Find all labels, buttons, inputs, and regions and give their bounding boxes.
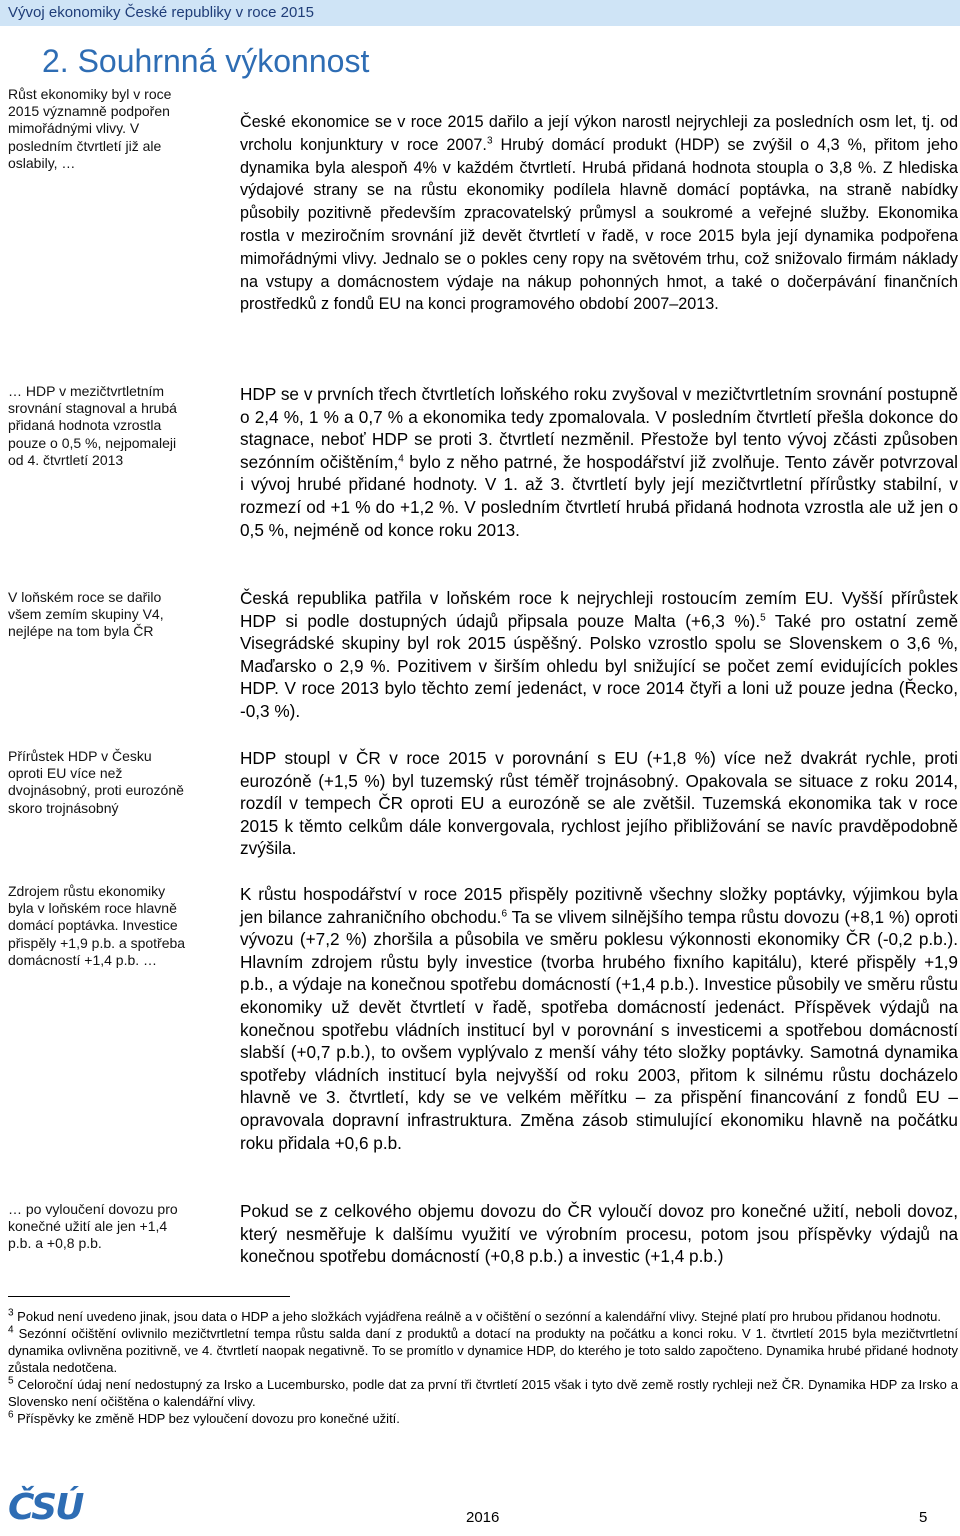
margin-note: Zdrojem růstu ekonomiky byla v loňském roce hlavně domácí poptávka. Investice přispěly +1,9 p.b. a spotřeba domácností +1,4 p.b. … [8, 883, 186, 968]
paragraph [240, 1200, 958, 1268]
footnote-text: Sezónní očištění ovlivnilo mezičtvrtletní tempa růstu salda daní z produktů a dotací na produkty na počátku a konci roku. V 1. čtvrtletí 2015 byla mezičtvrtletní dynamika ovlivněna pozitivně, ve 4. čtvrtletí naopak negativně. To se promítlo v dynamice HDP, do kterého je toto saldo započteno. Dynamika hrubé přidané hodnoty zůstala nedotčena. [8, 1326, 958, 1375]
footnotes [8, 1308, 958, 1427]
paragraph-text: Také pro ostatní země Visegrádské skupiny byl rok 2015 úspěšný. Polsko vzrostlo spolu se Slovenskem o 3,6 %, Maďarsko o 2,9 %. Pozitivem v širším ohledu byl snižující se počet zemí evidujících pokles HDP. V roce 2013 bylo těchto zemí jedenáct, v roce 2014 čtyři a loni už pouze jedna (Řecko, -0,3 %). [240, 610, 959, 721]
footnote-number: 4 [8, 1324, 14, 1336]
footnote [8, 1410, 958, 1427]
running-header [0, 0, 960, 26]
margin-note: … po vyloučení dovozu pro konečné užití ale jen +1,4 p.b. a +0,8 p.b. [8, 1201, 178, 1252]
paragraph-text: Česká republika patřila v loňském roce k nejrychleji rostoucím zemím EU. Vyšší přírůstek HDP si podle dostupných údajů připsala pouze Malta (+6,3 %). [240, 588, 958, 631]
footnote-ref: 6 [501, 907, 507, 919]
footnote-number: 6 [8, 1409, 14, 1421]
paragraph-text: České ekonomice se v roce 2015 dařilo a její výkon narostl nejrychleji za posledních osm let, tj. od vrcholu konjunktury v roce 2007. [240, 113, 958, 154]
footer-year: 2016 [466, 1509, 500, 1526]
paragraph-text: HDP se v prvních třech čtvrtletích loňského roku zvyšoval v mezičtvrtletním srovnání postupně o 2,4 %, 1 % a 0,7 % a ekonomika tedy zpomalovala. V posledním čtvrtletí přešla dokonce do stagnace, neboť HDP se proti 3. čtvrtletí nezměnil. Přestože byl tento vývoj zčásti způsoben sezónním očištěním, [240, 384, 958, 472]
footnote [8, 1325, 958, 1376]
logo-text: ČSÚ [8, 1487, 83, 1528]
footnote-number: 3 [8, 1307, 14, 1319]
header-title: Vývoj ekonomiky České republiky v roce 2015 [8, 4, 314, 21]
footnote-text: Pokud není uvedeno jinak, jsou data o HDP a jeho složkách vyjádřena reálně a v očištění o sezónní a kalendářní vlivy. Stejné platí pro hrubou přidanou hodnotu. [13, 1309, 942, 1324]
paragraph-text: Ta se vlivem silnějšího tempa růstu dovozu (+8,1 %) oproti vývozu (+7,2 %) zhoršila a působila ve směru poklesu výkonnosti ekonomiky ČR (-0,2 p.b.). Hlavním zdrojem růstu byly investice (tvorba hrubého fixního kapitálu), které přispěly +1,9 p.b., a výdaje na konečnou spotřebu domácností (+1,4 p.b.). Investice působily ve směru růstu ekonomiky už devět čtvrtletí v řadě, spotřeba domácností jedenáct. Příspěvek výdajů na konečnou spotřebu vládních institucí byl v porovnání s investicemi a spotřebou domácností slabší (+0,7 p.b.), to ovšem vyplývalo z menší váhy této složky poptávky. Samotná dynamika spotřeby vládních institucí byla nejvyšší od roku 2003, přitom k silnému růstu docházelo hlavně ve 3. čtvrtletí, kdy se ve velkém měřítku – za přispění financování z fondů EU – opravovala dopravní infrastruktura. Změna zásob stimulující ekonomiku hlavně na počátku roku přidala +0,6 p.b. [240, 906, 959, 1153]
paragraph [240, 111, 958, 316]
footnote-divider [8, 1296, 290, 1297]
paragraph-text: K růstu hospodářství v roce 2015 přispěly pozitivně všechny složky poptávky, výjimkou byla jen bilance zahraničního obchodu. [240, 884, 958, 927]
paragraph-text: Pokud se z celkového objemu dovozu do ČR vyloučí dovoz pro konečné užití, neboli dovoz, který nesměřuje k dalšímu využití ve výrobním procesu, potom jsou příspěvky výdajů na konečnou spotřebu domácností (+0,8 p.b.) a investic (+1,4 p.b.) [240, 1201, 958, 1267]
page-number: 5 [919, 1509, 928, 1526]
footnote-text: Příspěvky ke změně HDP bez vyloučení dovozu pro konečné užití. [13, 1411, 400, 1426]
footnote-ref: 4 [398, 453, 404, 465]
margin-note: … HDP v mezičtvrtletním srovnání stagnoval a hrubá přidaná hodnota vzrostla pouze o 0,5 %, nejpomaleji od 4. čtvrtletí 2013 [8, 383, 177, 468]
section-title: 2. Souhrnná výkonnost [42, 43, 370, 79]
margin-note: Růst ekonomiky byl v roce 2015 významně podpořen mimořádnými vlivy. V posledním čtvrtletí již ale oslabily, … [8, 86, 172, 171]
paragraph-text: bylo z něho patrné, že hospodářství již zvolňuje. Tento závěr potvrzoval i vývoj hrubé přidané hodnoty. V 1. až 3. čtvrtletí byly její mezičtvrtletní přírůstky stabilní, v rozmezí od +1 % do +1,2 %. V posledním čtvrtletí hrubá přidaná hodnota vzrostla ale už jen o 0,5 %, nejméně od konce roku 2013. [240, 451, 958, 540]
paragraph [240, 883, 958, 1154]
margin-note: Přírůstek HDP v Česku oproti EU více než dvojnásobný, proti eurozóně skoro trojnásobný [8, 748, 184, 816]
csu-logo [8, 1486, 88, 1530]
footnote [8, 1376, 958, 1410]
paragraph-text: Hrubý domácí produkt (HDP) se zvýšil o 4,3 %, přitom jeho dynamika byla alespoň 4% v každém čtvrtletí. Hrubá přidaná hodnota stoupla o 3,8 %. Z hlediska výdajové strany se na růstu ekonomiky podílela hlavně domácí poptávka, na straně nabídky působily pozitivně především zpracovatelský průmysl a soukromé a veřejné služby. Ekonomika rostla v meziročním srovnání již devět čtvrtletí v řadě, v roce 2015 byla její dynamika podpořena mimořádnými vlivy. Jednalo se o pokles ceny ropy na světovém trhu, což snižovalo firmám náklady na vstupy a domácnostem výdaje na nákup pohonných hmot, a také o dočerpávání finančních prostředků z fondů EU na konci programového období 2007–2013. [240, 135, 959, 314]
footnote-text: Celoroční údaj není nedostupný za Irsko a Lucembursko, podle dat za první tři čtvrtletí 2015 však i tyto dvě země rostly rychleji než ČR. Dynamika HDP za Irsko a Slovensko není očištěna o kalendářní vlivy. [8, 1377, 958, 1409]
paragraph [240, 747, 958, 860]
footnote [8, 1308, 958, 1325]
paragraph [240, 587, 958, 723]
footnote-ref: 5 [760, 611, 766, 623]
footnote-ref: 3 [486, 135, 493, 147]
margin-note: V loňském roce se dařilo všem zemím skupiny V4, nejlépe na tom byla ČR [8, 589, 164, 640]
paragraph-text: HDP stoupl v ČR v roce 2015 v porovnání s EU (+1,8 %) více než dvakrát rychle, proti eurozóně (+1,5 %) byl tuzemský růst téměř trojnásobný. Opakovala se situace z roku 2014, rozdíl v tempech ČR oproti EU a eurozóně se ale zvětšil. Tuzemská ekonomika tak v roce 2015 k těmto celkům dále konvergovala, rychlost jejího přibližování se navíc pravděpodobně zvýšila. [240, 748, 958, 859]
paragraph [240, 383, 958, 541]
footnote-number: 5 [8, 1375, 14, 1387]
